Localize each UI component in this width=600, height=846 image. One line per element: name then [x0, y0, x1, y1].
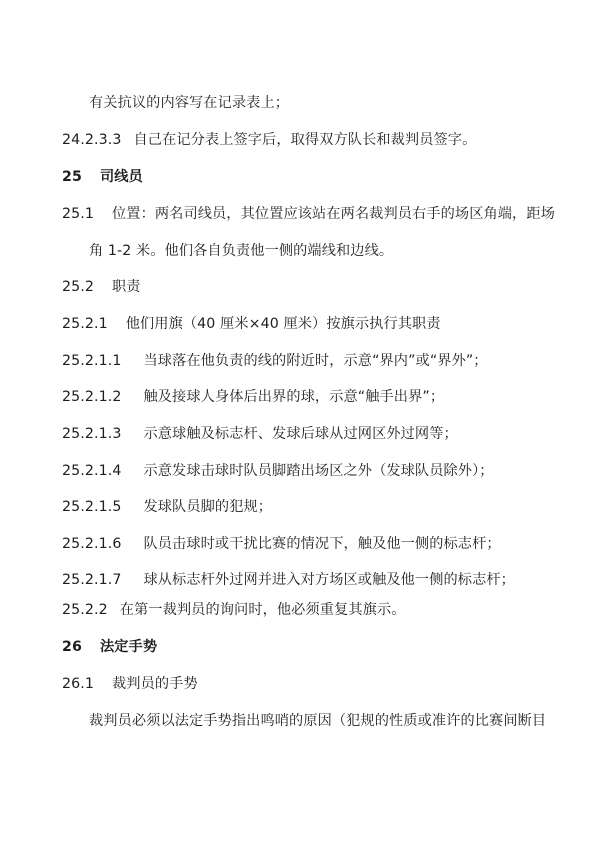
- clause-number: 25.2.1.1: [62, 353, 122, 369]
- section-title: 法定手势: [99, 639, 158, 655]
- clause-text: 他们用旗（40 厘米×40 厘米）按旗示执行其职责: [125, 316, 441, 332]
- clause-number: 25.1: [62, 206, 94, 222]
- clause-25-2-1: [62, 314, 580, 334]
- clause-text: 位置：两名司线员，其位置应该站在两名裁判员右手的场区角端，距场: [112, 206, 555, 222]
- clause-text: 队员击球时或干扰比赛的情况下，触及他一侧的标志杆；: [143, 536, 501, 552]
- clause-text: 在第一裁判员的询问时，他必须重复其旗示。: [119, 602, 406, 618]
- line-text: 有关抗议的内容写在记录表上；: [89, 95, 290, 111]
- section-number: 25: [62, 169, 82, 185]
- clause-number: 26.1: [62, 676, 94, 692]
- text-line-continuation: [89, 241, 580, 261]
- clause-25-2-1-2: [62, 387, 580, 407]
- clause-25-2-1-1: [62, 351, 580, 371]
- clause-26-1: [62, 674, 580, 694]
- text-line-continuation: [89, 711, 580, 731]
- clause-number: 25.2.1: [62, 316, 108, 332]
- clause-text: 示意球触及标志杆、发球后球从过网区外过网等；: [143, 426, 458, 442]
- clause-number: 25.2.1.6: [62, 536, 122, 552]
- clause-25-2-1-5: [62, 497, 580, 517]
- clause-number: 25.2.1.7: [62, 572, 122, 588]
- clause-number: 25.2.1.2: [62, 389, 122, 405]
- clause-25-2-1-6: [62, 534, 580, 554]
- clause-25-2-2: [62, 600, 580, 620]
- section-heading-26: [62, 637, 580, 657]
- line-text: 裁判员必须以法定手势指出鸣哨的原因（犯规的性质或准许的比赛间断目: [89, 713, 547, 729]
- clause-25-2-1-4: [62, 461, 580, 481]
- clause-25-2-1-7: [62, 570, 580, 590]
- section-heading-25: [62, 167, 580, 187]
- clause-text: 当球落在他负责的线的附近时，示意“界内”或“界外”；: [143, 353, 488, 369]
- clause-number: 24.2.3.3: [62, 132, 122, 148]
- clause-text: 触及接球人身体后出界的球，示意“触手出界”；: [143, 389, 445, 405]
- section-number: 26: [62, 639, 82, 655]
- clause-number: 25.2: [62, 279, 94, 295]
- line-text: 角 1-2 米。他们各自负责他一侧的端线和边线。: [89, 243, 394, 259]
- clause-24-2-3-3: [62, 130, 580, 150]
- section-title: 司线员: [99, 169, 143, 185]
- clause-text: 球从标志杆外过网并进入对方场区或触及他一侧的标志杆；: [143, 572, 515, 588]
- clause-number: 25.2.2: [62, 602, 108, 618]
- clause-text: 发球队员脚的犯规；: [143, 499, 273, 515]
- clause-25-1: [62, 204, 580, 224]
- clause-25-2-1-3: [62, 424, 580, 444]
- text-line-continuation: [89, 93, 580, 113]
- clause-25-2: [62, 277, 580, 297]
- clause-number: 25.2.1.5: [62, 499, 122, 515]
- clause-text: 裁判员的手势: [112, 676, 198, 692]
- clause-text: 职责: [112, 279, 141, 295]
- clause-number: 25.2.1.4: [62, 463, 122, 479]
- clause-number: 25.2.1.3: [62, 426, 122, 442]
- clause-text: 自己在记分表上签字后，取得双方队长和裁判员签字。: [133, 132, 477, 148]
- clause-text: 示意发球击球时队员脚踏出场区之外（发球队员除外）；: [143, 463, 494, 479]
